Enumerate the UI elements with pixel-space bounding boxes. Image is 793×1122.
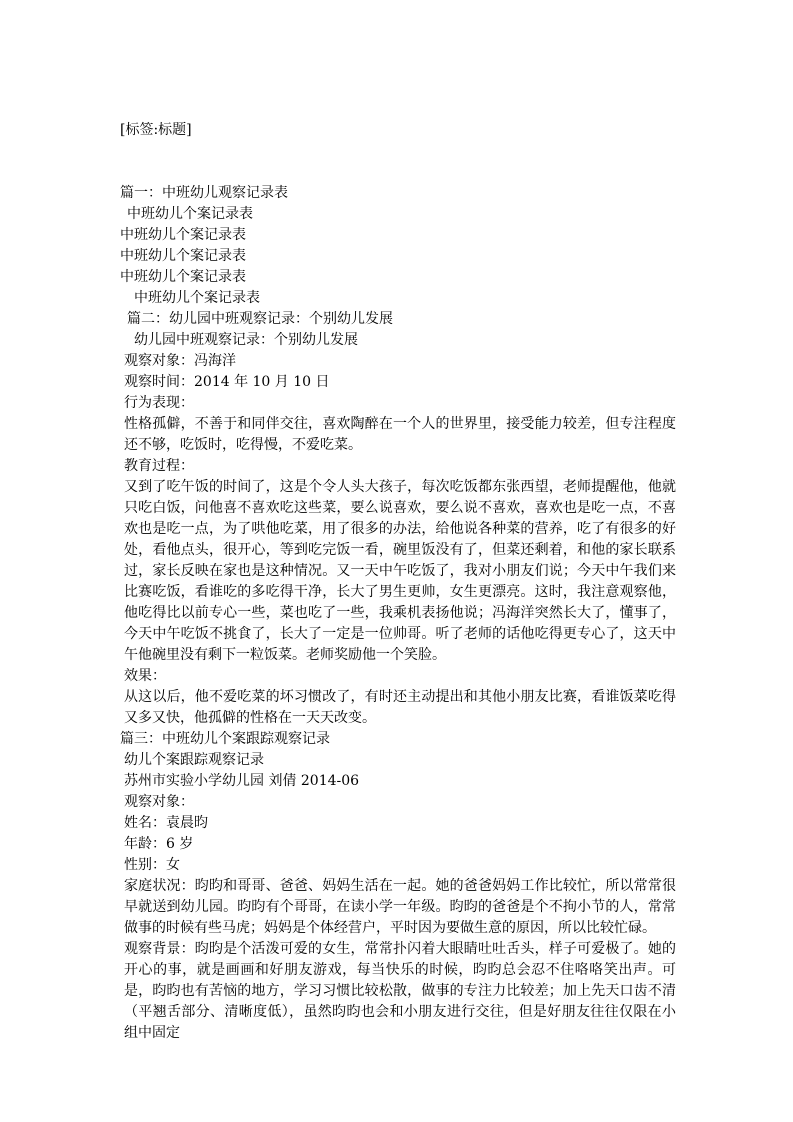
article3-subject-label: 观察对象： <box>124 794 194 810</box>
article3-background-text: 观察背景：昀昀是个活泼可爱的女生，常常扑闪着大眼睛吐吐舌头，样子可爱极了。她的开心的事，就是画画和好朋友游戏，每当快乐的时候，昀昀总会忍不住咯咯笑出声。可是，昀昀也有苦恼的地方，学习习惯比较松散，做事的专注力比较差；加上先天口齿不清（平翘舌部分、清晰度低），虽然昀昀也会和小朋友进行交往，但是好朋友往往仅限在小组中固定 <box>124 941 676 1041</box>
article1-heading: 篇一：中班幼儿观察记录表 <box>120 185 288 201</box>
article2-effect-label: 效果： <box>124 668 166 684</box>
article2-subtitle: 幼儿园中班观察记录：个别幼儿发展 <box>134 332 358 348</box>
article3-age: 年龄：6 岁 <box>124 836 194 852</box>
article1-line: 中班幼儿个案记录表 <box>127 206 253 222</box>
article1-line: 中班幼儿个案记录表 <box>134 290 260 306</box>
tag-title: [标签:标题] <box>120 122 192 138</box>
article3-author: 苏州市实验小学幼儿园 刘倩 2014-06 <box>124 773 360 789</box>
article2-behavior-text: 性格孤僻，不善于和同伴交往，喜欢陶醉在一个人的世界里，接受能力较差，但专注程度还不够，吃饭时，吃得慢，不爱吃菜。 <box>124 416 676 453</box>
article2-heading: 篇二：幼儿园中班观察记录：个别幼儿发展 <box>127 311 393 327</box>
article2-behavior-label: 行为表现： <box>124 395 194 411</box>
article2-subject: 观察对象：冯海洋 <box>124 353 236 369</box>
article2-process-label: 教育过程： <box>124 458 194 474</box>
article1-line: 中班幼儿个案记录表 <box>120 269 246 285</box>
document-body <box>120 183 676 1041</box>
article3-subtitle: 幼儿个案跟踪观察记录 <box>124 752 264 768</box>
article1-line: 中班幼儿个案记录表 <box>120 248 246 264</box>
article3-name: 姓名：袁晨昀 <box>124 815 208 831</box>
article2-time: 观察时间：2014 年 10 月 10 日 <box>124 374 330 390</box>
article1-line: 中班幼儿个案记录表 <box>120 227 246 243</box>
article3-heading: 篇三：中班幼儿个案跟踪观察记录 <box>120 731 330 747</box>
article2-effect-text: 从这以后，他不爱吃菜的坏习惯改了，有时还主动提出和其他小朋友比赛，看谁饭菜吃得又多又快，他孤僻的性格在一天天改变。 <box>124 689 676 726</box>
article3-gender: 性别：女 <box>124 857 180 873</box>
article3-family-text: 家庭状况：昀昀和哥哥、爸爸、妈妈生活在一起。她的爸爸妈妈工作比较忙，所以常常很早就送到幼儿园。昀昀有个哥哥，在读小学一年级。昀昀的爸爸是个不拘小节的人，常常做事的时候有些马虎；妈妈是个体经营户，平时因为要做生意的原因，所以比较忙碌。 <box>124 878 676 936</box>
article2-process-text: 又到了吃午饭的时间了，这是个令人头大孩子，每次吃饭都东张西望，老师提醒他，他就只吃白饭，问他喜不喜欢吃这些菜，要么说喜欢，要么说不喜欢，喜欢也是吃一点，不喜欢也是吃一点，为了哄他吃菜，用了很多的办法，给他说各种菜的营养，吃了有很多的好处，看他点头，很开心，等到吃完饭一看，碗里饭没有了，但菜还剩着，和他的家长联系过，家长反映在家也是这种情况。又一天中午吃饭了，我对小朋友们说；今天中午我们来比赛吃饭，看谁吃的多吃得干净，长大了男生更帅，女生更漂亮。这时，我注意观察他，他吃得比以前专心一些，菜也吃了一些，我乘机表扬他说；冯海洋突然长大了，懂事了，今天中午吃饭不挑食了，长大了一定是一位帅哥。听了老师的话他吃得更专心了，这天中午他碗里没有剩下一粒饭菜。老师奖励他一个笑脸。 <box>124 479 676 663</box>
